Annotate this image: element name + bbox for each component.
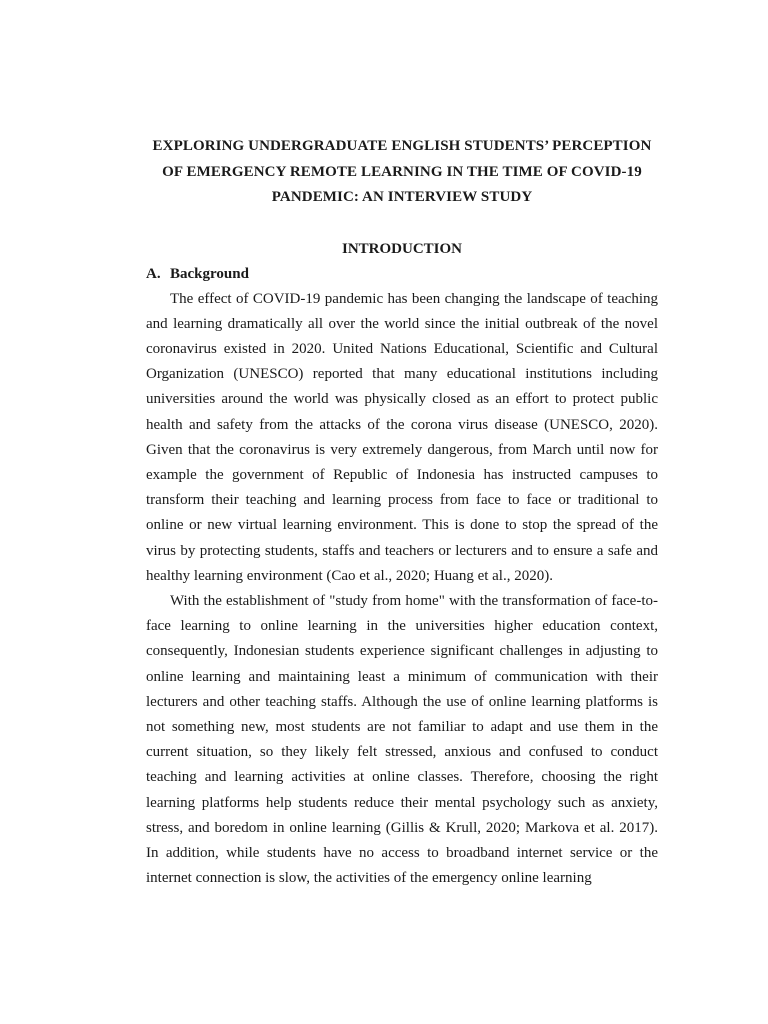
page-content: [146, 134, 658, 891]
body-paragraph: With the establishment of "study from home" with the transformation of face-to-face learning to online learning in the universities higher education context, consequently, Indonesian students experience significant challenges in adjusting to online learning and maintaining least a minimum of communication with their lecturers and other teaching staffs. Although the use of online learning platforms is not something new, most students are not familiar to adapt and use them in the current situation, so they likely felt stressed, anxious and confused to conduct teaching and learning activities at online classes. Therefore, choosing the right learning platforms help students reduce their mental psychology such as anxiety, stress, and boredom in online learning (Gillis & Krull, 2020; Markova et al. 2017). In addition, while students have no access to broadband internet service or the internet connection is slow, the activities of the emergency online learning: [146, 592, 658, 887]
subsection-heading: [146, 262, 658, 287]
subsection-label: Background: [170, 265, 249, 282]
title-line: EXPLORING UNDERGRADUATE ENGLISH STUDENTS’ PERCEPTION: [152, 138, 652, 154]
title-line: OF EMERGENCY REMOTE LEARNING IN THE TIME OF COVID-19: [162, 163, 642, 180]
subsection-marker: A.: [146, 265, 161, 282]
document-title: [146, 134, 658, 211]
body-paragraph: The effect of COVID-19 pandemic has been changing the landscape of teaching and learning dramatically all over the world since the initial outbreak of the novel coronavirus existed in 2020. United Nations Educational, Scientific and Cultural Organization (UNESCO) reported that many educational institutions including universities around the world was physically closed as an effort to protect public health and safety from the attacks of the corona virus disease (UNESCO, 2020). Given that the coronavirus is very extremely dangerous, from March until now for example the government of Republic of Indonesia has instructed campuses to transform their teaching and learning process from face to face or traditional to online or new virtual learning environment. This is done to stop the spread of the virus by protecting students, staffs and teachers or lecturers and to ensure a safe and healthy learning environment (Cao et al., 2020; Huang et al., 2020).: [146, 290, 658, 584]
title-line: PANDEMIC: AN INTERVIEW STUDY: [271, 189, 533, 205]
section-heading: INTRODUCTION: [341, 240, 462, 257]
